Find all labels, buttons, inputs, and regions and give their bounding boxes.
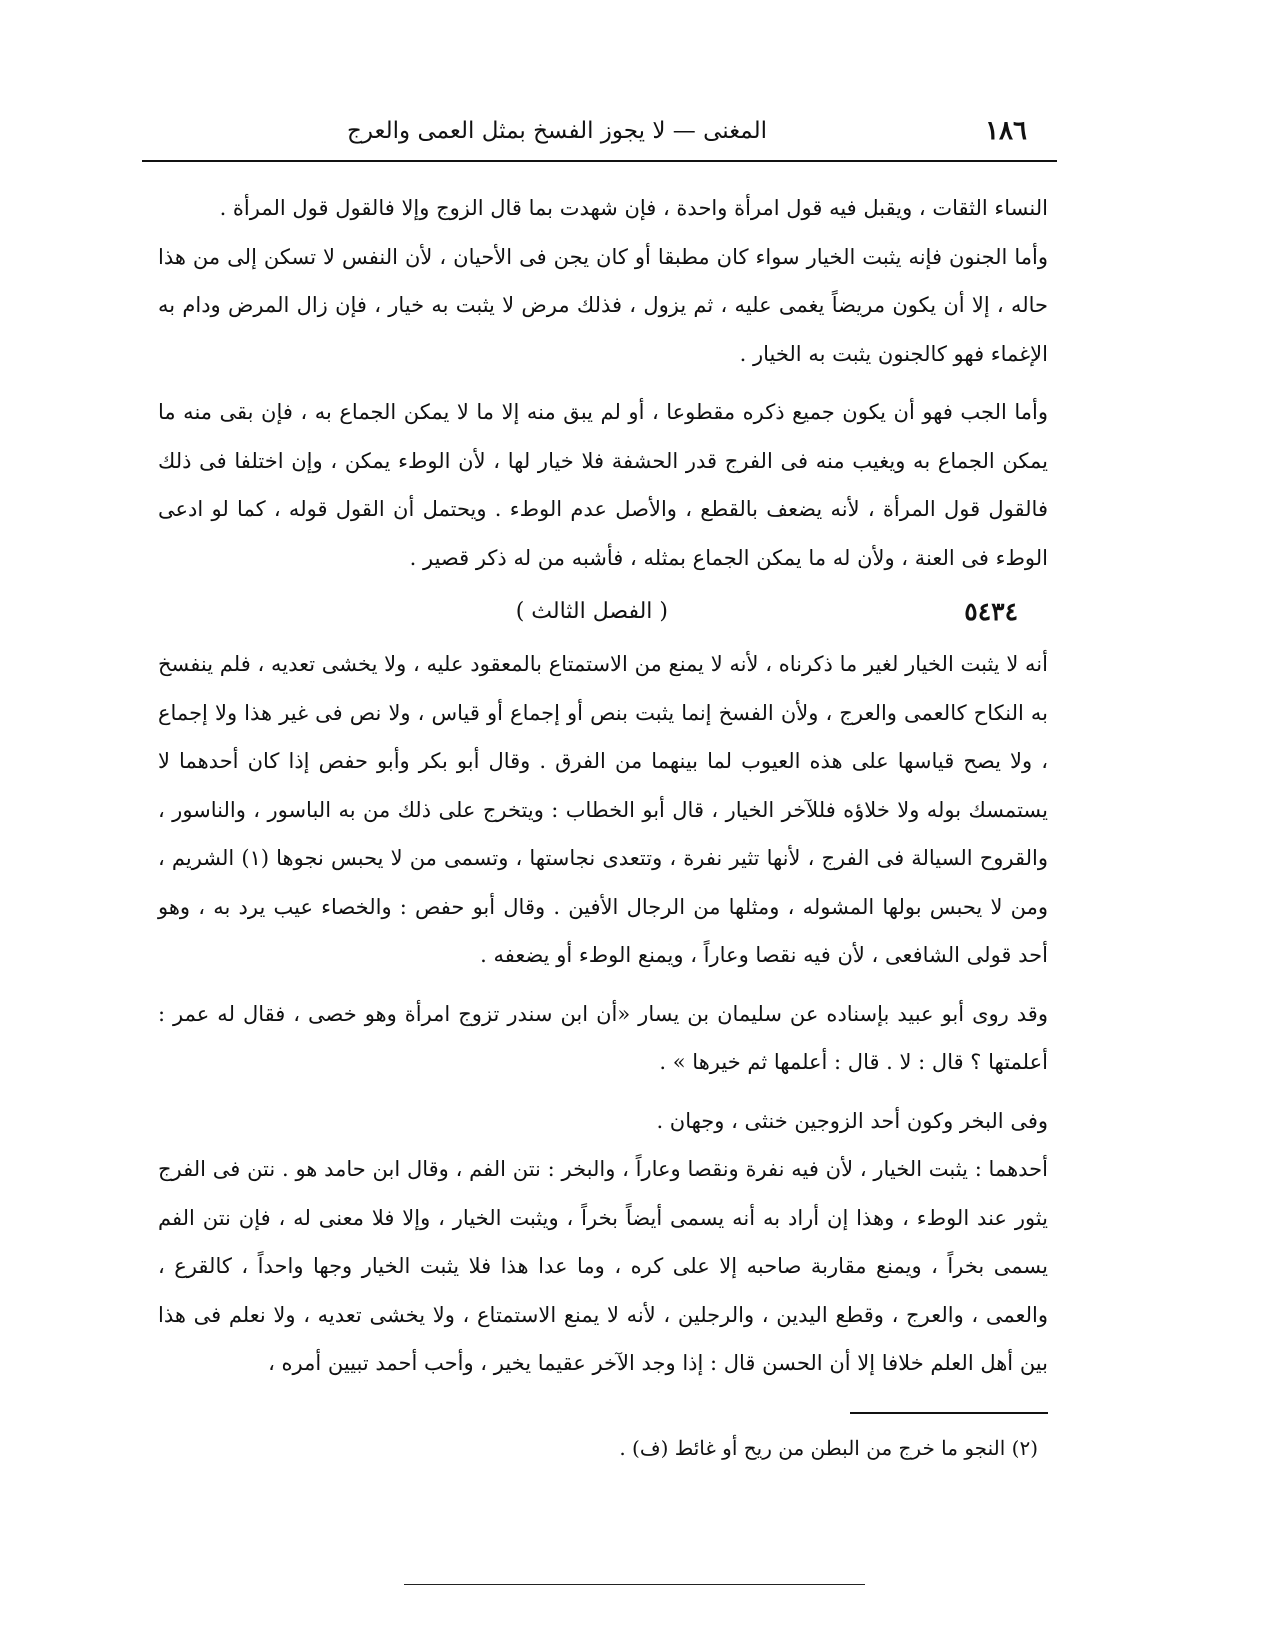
bottom-rule	[404, 1584, 865, 1585]
footnote-rule	[850, 1412, 1048, 1414]
paragraph: وقد روى أبو عبيد بإسناده عن سليمان بن يسار «أن ابن سندر تزوج امرأة وهو خصى ، فقال له عمر : أعلمتها ؟ قال : لا . قال : أعلمها ثم خيرها » .	[158, 1001, 1048, 1074]
body-text	[158, 184, 1048, 1388]
page-number: ١٨٦	[985, 116, 1027, 146]
paragraph: وأما الجب فهو أن يكون جميع ذكره مقطوعا ، أو لم يبق منه إلا ما لا يمكن الجماع به ، فإن بقى منه ما يمكن الجماع به ويغيب منه فى الفرج قدر الحشفة فلا خيار لها ، لأن الوطء يمكن ، وإن اختلفا فى ذلك فالقول قول المرأة ، لأنه يضعف بالقطع ، والأصل عدم الوطء . ويحتمل أن القول قوله ، كما لو ادعى الوطء فى العنة ، ولأن له ما يمكن الجماع بمثله ، فأشبه من له ذكر قصير .	[158, 400, 1048, 570]
header-rule	[142, 160, 1057, 162]
paragraph: أنه لا يثبت الخيار لغير ما ذكرناه ، لأنه لا يمنع من الاستمتاع بالمعقود عليه ، ولا يخشى تعديه ، فلم ينفسخ به النكاح كالعمى والعرج ، ولأن الفسخ إنما يثبت بنص أو إجماع أو قياس ، ولا نص فى غير هذا ولا إجماع ، ولا يصح قياسها على هذه العيوب لما بينهما من الفرق . وقال أبو بكر وأبو حفص إذا كان أحدهما لا يستمسك بوله ولا خلاؤه فللآخر الخيار ، قال أبو الخطاب : ويتخرج على ذلك من به الباسور ، والناسور ، والقروح السيالة فى الفرج ، لأنها تثير نفرة ، وتتعدى نجاستها ، وتسمى من لا يحبس نجوها (١) الشريم ، ومن لا يحبس بولها المشوله ، ومثلها من الرجال الأفين . وقال أبو حفص : والخصاء عيب يرد به ، وهو أحد قولى الشافعى ، لأن فيه نقصا وعاراً ، ويمنع الوطء أو يضعفه .	[158, 652, 1049, 967]
paragraph: النساء الثقات ، ويقبل فيه قول امرأة واحدة ، فإن شهدت بما قال الزوج وإلا فالقول قول المرأة .	[219, 196, 1048, 220]
section-title: ( الفصل الثالث )	[515, 599, 668, 624]
section-heading	[158, 586, 1048, 638]
section-number: ٥٤٣٤	[964, 597, 1018, 626]
footnote: (٢) النجو ما خرج من البطن من ريح أو غائط (ف) .	[619, 1436, 1038, 1460]
page-header	[142, 108, 1057, 156]
paragraph: أحدهما : يثبت الخيار ، لأن فيه نفرة ونقصا وعاراً ، والبخر : نتن الفم ، وقال ابن حامد هو . نتن فى الفرج يثور عند الوطء ، وهذا إن أراد به أنه يسمى أيضاً بخراً ، ويثبت الخيار ، وإلا فلا معنى له ، فإن نتن الفم يسمى بخراً ، ويمنع مقاربة صاحبه إلا على كره ، وما عدا هذا فلا يثبت الخيار وجها واحداً ، كالقرع ، والعمى ، والعرج ، وقطع اليدين ، والرجلين ، لأنه لا يمنع الاستمتاع ، ولا يخشى تعديه ، ولا نعلم فى هذا بين أهل العلم خلافا إلا أن الحسن قال : إذا وجد الآخر عقيما يخير ، وأحب أحمد تبيين أمره ،	[158, 1157, 1048, 1375]
paragraph: وأما الجنون فإنه يثبت الخيار سواء كان مطبقا أو كان يجن فى الأحيان ، لأن النفس لا تسكن إلى من هذا حاله ، إلا أن يكون مريضاً يغمى عليه ، ثم يزول ، فذلك مرض لا يثبت به خيار ، فإن زال المرض ودام به الإغماء فهو كالجنون يثبت به الخيار .	[158, 244, 1048, 366]
running-head: المغنى — لا يجوز الفسخ بمثل العمى والعرج	[347, 118, 767, 144]
paragraph: وفى البخر وكون أحد الزوجين خنثى ، وجهان .	[656, 1108, 1048, 1133]
